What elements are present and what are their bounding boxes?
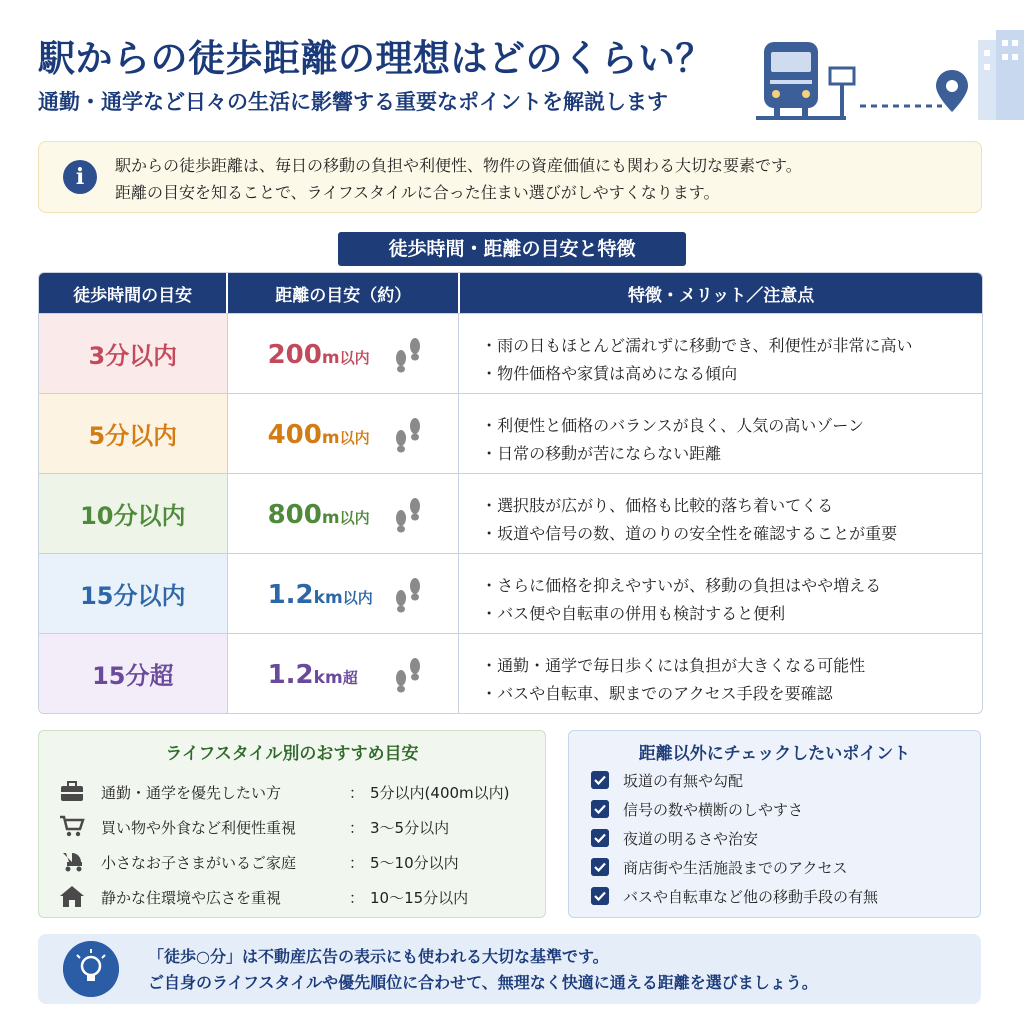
lifestyle-colon: ： <box>349 889 365 907</box>
distance-value <box>268 660 358 690</box>
lifestyle-row <box>59 884 529 910</box>
checkpoint-item <box>591 856 961 878</box>
checkpoint-text: 坂道の有無や勾配 <box>623 772 744 790</box>
distance-number: 200 <box>267 340 322 370</box>
feature-line: ・物件価格や家賃は高めになる傾向 <box>481 364 738 383</box>
distance-unit: m <box>321 428 340 448</box>
lifestyle-label: 静かな住環境や広さを重視 <box>101 889 282 907</box>
header-features: 特徴・メリット／注意点 <box>627 285 815 306</box>
shopping-cart-icon <box>59 814 85 838</box>
table-row <box>39 473 982 553</box>
intro-text <box>115 152 802 206</box>
lightbulb-icon <box>63 941 119 997</box>
lifestyle-colon: ： <box>349 854 365 872</box>
distance-suffix: 以内 <box>339 429 370 447</box>
feature-line: ・雨の日もほとんど濡れずに移動でき、利便性が非常に高い <box>481 336 913 355</box>
checkpoint-item <box>591 885 961 907</box>
bottom-note-box <box>38 934 981 1004</box>
distance-value <box>268 580 373 610</box>
feature-line: ・選択肢が広がり、価格も比較的落ち着いてくる <box>481 496 834 515</box>
lifestyle-label: 通勤・通学を優先したい方 <box>101 784 282 802</box>
distance-number: 1.2 <box>267 660 314 690</box>
lifestyle-colon: ： <box>349 784 365 802</box>
lifestyle-title: ライフスタイル別のおすすめ目安 <box>165 744 419 764</box>
feature-line: ・バス便や自転車の併用も検討すると便利 <box>481 604 786 623</box>
features-cell <box>459 554 982 633</box>
checkbox-checked-icon <box>591 829 609 847</box>
header-walking-time: 徒歩時間の目安 <box>39 273 228 313</box>
distance-unit: km <box>313 668 343 688</box>
distance-suffix: 以内 <box>339 509 370 527</box>
table-row <box>39 393 982 473</box>
info-icon: i <box>63 160 97 194</box>
features-cell <box>459 634 982 713</box>
lifestyle-row <box>59 779 529 805</box>
distance-value <box>268 500 370 530</box>
distance-suffix: 以内 <box>342 589 373 607</box>
intro-line-2: 距離の目安を知ることで、ライフスタイルに合った住まい選びがしやすくなります。 <box>115 183 720 202</box>
lifestyle-panel <box>38 730 546 918</box>
checkpoint-item <box>591 769 961 791</box>
table-body <box>39 313 982 713</box>
checkpoints-title: 距離以外にチェックしたいポイント <box>638 744 911 764</box>
checkpoint-item <box>591 827 961 849</box>
lifestyle-row <box>59 814 529 840</box>
footprints-icon <box>392 656 424 694</box>
footprints-icon <box>392 336 424 374</box>
feature-line: ・日常の移動が苦にならない距離 <box>481 444 722 463</box>
distance-suffix: 以内 <box>339 349 370 367</box>
distance-unit: m <box>321 508 340 528</box>
feature-line: ・坂道や信号の数、道のりの安全性を確認することが重要 <box>481 524 898 543</box>
features-cell <box>459 394 982 473</box>
checkbox-checked-icon <box>591 887 609 905</box>
distance-number: 800 <box>267 500 322 530</box>
intro-info-box <box>38 141 982 213</box>
train-station-illustration-icon <box>756 30 1024 130</box>
header-distance: 距離の目安（約） <box>228 273 460 313</box>
walking-time-cell: 5分以内 <box>39 394 228 473</box>
distance-unit: m <box>321 348 340 368</box>
checkpoint-text: 商店街や生活施設までのアクセス <box>623 859 848 877</box>
feature-line: ・さらに価格を抑えやすいが、移動の負担はやや増える <box>481 576 882 595</box>
lifestyle-value: 5分以内(400m以内) <box>370 784 510 802</box>
distance-cell <box>228 394 460 473</box>
lifestyle-row <box>59 849 529 875</box>
distance-number: 1.2 <box>267 580 314 610</box>
lifestyle-value: 10〜15分以内 <box>370 889 469 907</box>
lifestyle-value: 3〜5分以内 <box>370 819 450 837</box>
house-icon <box>59 884 85 908</box>
lifestyle-colon: ： <box>349 819 365 837</box>
page-title: 駅からの徒歩距離の理想はどのくらい？ <box>38 37 713 80</box>
features-cell <box>459 314 982 393</box>
briefcase-icon <box>59 779 85 803</box>
distance-number: 400 <box>267 420 322 450</box>
distance-value <box>268 420 370 450</box>
distance-cell <box>228 314 460 393</box>
feature-line: ・利便性と価格のバランスが良く、人気の高いゾーン <box>481 416 864 435</box>
feature-line: ・バスや自転車、駅までのアクセス手段を要確認 <box>481 684 833 703</box>
distance-cell <box>228 634 460 713</box>
bottom-line-1: 「徒歩○分」は不動産広告の表示にも使われる大切な基準です。 <box>148 947 609 966</box>
footprints-icon <box>392 576 424 614</box>
lifestyle-label: 小さなお子さまがいるご家庭 <box>101 854 297 872</box>
bottom-note-text <box>148 944 818 996</box>
walking-time-cell: 3分以内 <box>39 314 228 393</box>
walking-time-cell: 15分超 <box>39 634 228 713</box>
footprints-icon <box>392 416 424 454</box>
stroller-icon <box>59 849 85 873</box>
checkbox-checked-icon <box>591 858 609 876</box>
checkpoint-text: 信号の数や横断のしやすさ <box>623 801 804 819</box>
distance-cell <box>228 474 460 553</box>
checkpoint-text: バスや自転車など他の移動手段の有無 <box>623 888 879 906</box>
features-cell <box>459 474 982 553</box>
checkbox-checked-icon <box>591 771 609 789</box>
table-row <box>39 633 982 713</box>
walking-time-cell: 15分以内 <box>39 554 228 633</box>
checkbox-checked-icon <box>591 800 609 818</box>
walking-distance-table <box>38 272 983 714</box>
checkpoints-panel <box>568 730 981 918</box>
checkpoint-text: 夜道の明るさや治安 <box>623 830 759 848</box>
section-title: 徒歩時間・距離の目安と特徴 <box>338 232 686 266</box>
table-header <box>39 273 982 313</box>
page-subtitle: 通勤・通学など日々の生活に影響する重要なポイントを解説します <box>38 90 668 114</box>
lifestyle-value: 5〜10分以内 <box>370 854 459 872</box>
distance-cell <box>228 554 460 633</box>
intro-line-1: 駅からの徒歩距離は、毎日の移動の負担や利便性、物件の資産価値にも関わる大切な要素です。 <box>115 156 802 175</box>
distance-suffix: 超 <box>342 669 358 687</box>
feature-line: ・通勤・通学で毎日歩くには負担が大きくなる可能性 <box>481 656 866 675</box>
bottom-line-2: ご自身のライフスタイルや優先順位に合わせて、無理なく快適に通える距離を選びましょう。 <box>148 973 818 992</box>
table-row <box>39 313 982 393</box>
walking-time-cell: 10分以内 <box>39 474 228 553</box>
table-row <box>39 553 982 633</box>
lifestyle-label: 買い物や外食など利便性重視 <box>101 819 297 837</box>
distance-unit: km <box>313 588 343 608</box>
checkpoint-item <box>591 798 961 820</box>
footprints-icon <box>392 496 424 534</box>
distance-value <box>268 340 370 370</box>
